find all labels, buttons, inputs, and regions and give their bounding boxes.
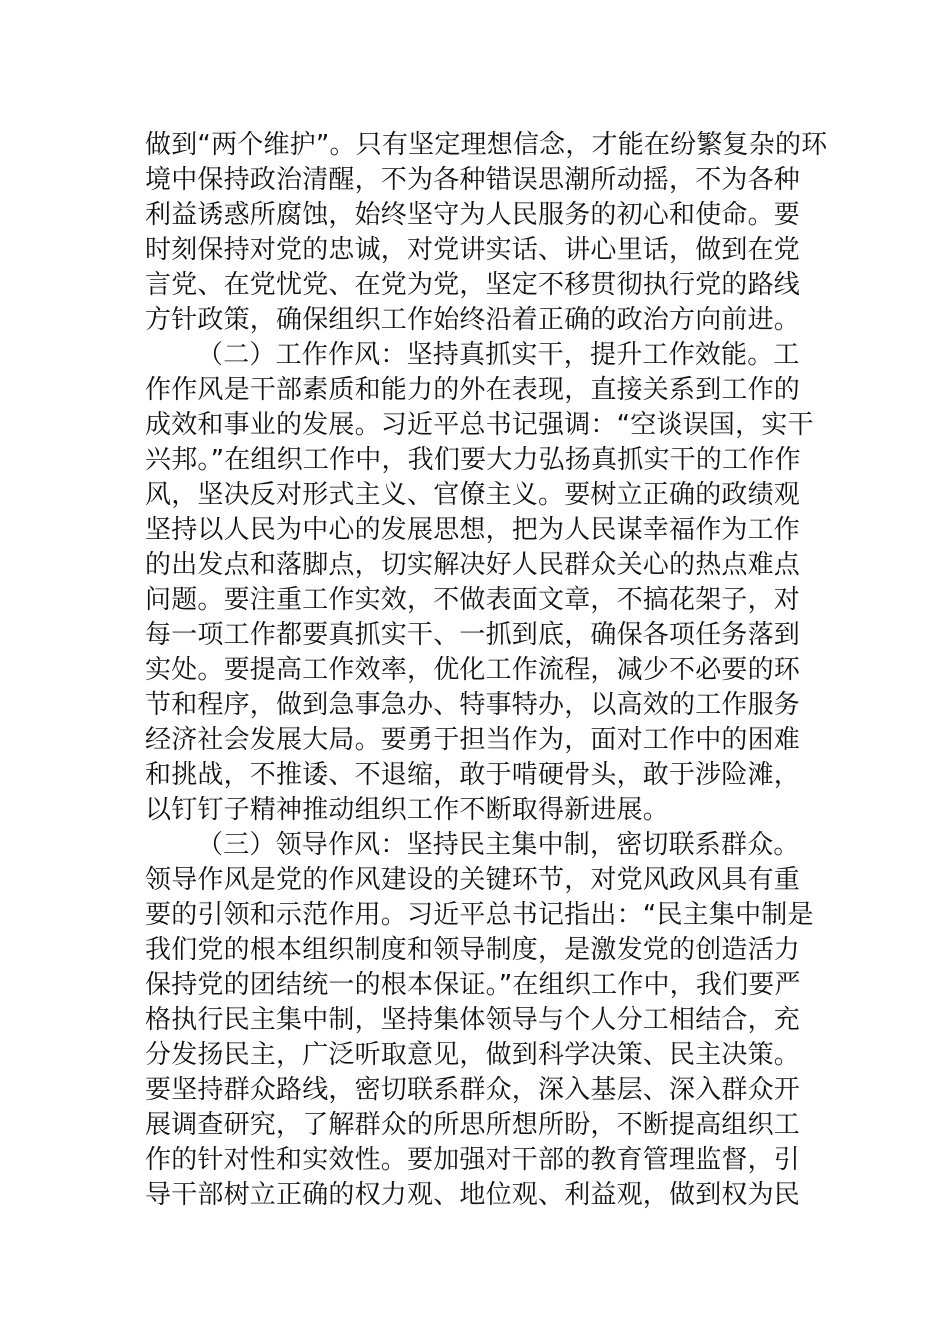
text-line: 展调查研究，了解群众的所思所想所盼，不断提高组织工	[145, 1110, 801, 1140]
text-line: 格执行民主集中制，坚持集体领导与个人分工相结合，充	[145, 1005, 801, 1035]
text-line: 利益诱惑所腐蚀，始终坚守为人民服务的初心和使命。要	[145, 200, 801, 230]
text-line: 做到“两个维护”。只有坚定理想信念，才能在纷繁复杂的环	[145, 130, 828, 160]
text-line: 风，坚决反对形式主义、官僚主义。要树立正确的政绩观	[145, 480, 801, 510]
text-line: 时刻保持对党的忠诚，对党讲实话、讲心里话，做到在党	[145, 235, 801, 265]
text-line: 作作风是干部素质和能力的外在表现，直接关系到工作的	[145, 375, 801, 405]
text-line: 问题。要注重工作实效，不做表面文章，不搞花架子，对	[145, 585, 801, 615]
text-line: 言党、在党忧党、在党为党，坚定不移贯彻执行党的路线	[145, 270, 801, 300]
text-line: 要坚持群众路线，密切联系群众，深入基层、深入群众开	[145, 1075, 801, 1105]
text-line: 方针政策，确保组织工作始终沿着正确的政治方向前进。	[145, 305, 801, 335]
document-body	[145, 128, 828, 1213]
section-heading-line: （三）领导作风：坚持民主集中制，密切联系群众。	[197, 830, 800, 860]
text-line: 导干部树立正确的权力观、地位观、利益观，做到权为民	[145, 1180, 801, 1210]
text-line: 节和程序，做到急事急办、特事特办，以高效的工作服务	[145, 690, 801, 720]
text-line: 每一项工作都要真抓实干、一抓到底，确保各项任务落到	[145, 620, 801, 650]
text-line: 分发扬民主，广泛听取意见，做到科学决策、民主决策。	[145, 1040, 801, 1070]
text-line: 兴邦。”在组织工作中，我们要大力弘扬真抓实干的工作作	[145, 445, 801, 475]
text-line: 作的针对性和实效性。要加强对干部的教育管理监督，引	[145, 1145, 801, 1175]
text-line: 成效和事业的发展。习近平总书记强调：“空谈误国，实干	[145, 410, 814, 440]
text-line: 境中保持政治清醒，不为各种错误思潮所动摇，不为各种	[145, 165, 801, 195]
text-line: 和挑战，不推诿、不退缩，敢于啃硬骨头，敢于涉险滩，	[145, 760, 801, 790]
text-line: 保持党的团结统一的根本保证。”在组织工作中，我们要严	[145, 970, 801, 1000]
section-heading-line: （二）工作作风：坚持真抓实干，提升工作效能。工	[197, 340, 800, 370]
text-line: 实处。要提高工作效率，优化工作流程，减少不必要的环	[145, 655, 801, 685]
text-line: 的出发点和落脚点，切实解决好人民群众关心的热点难点	[145, 550, 801, 580]
text-line: 经济社会发展大局。要勇于担当作为，面对工作中的困难	[145, 725, 801, 755]
text-line: 要的引领和示范作用。习近平总书记指出：“民主集中制是	[145, 900, 814, 930]
text-line: 以钉钉子精神推动组织工作不断取得新进展。	[145, 795, 670, 825]
text-line: 领导作风是党的作风建设的关键环节，对党风政风具有重	[145, 865, 801, 895]
text-line: 我们党的根本组织制度和领导制度，是激发党的创造活力	[145, 935, 801, 965]
text-line: 坚持以人民为中心的发展思想，把为人民谋幸福作为工作	[145, 515, 801, 545]
